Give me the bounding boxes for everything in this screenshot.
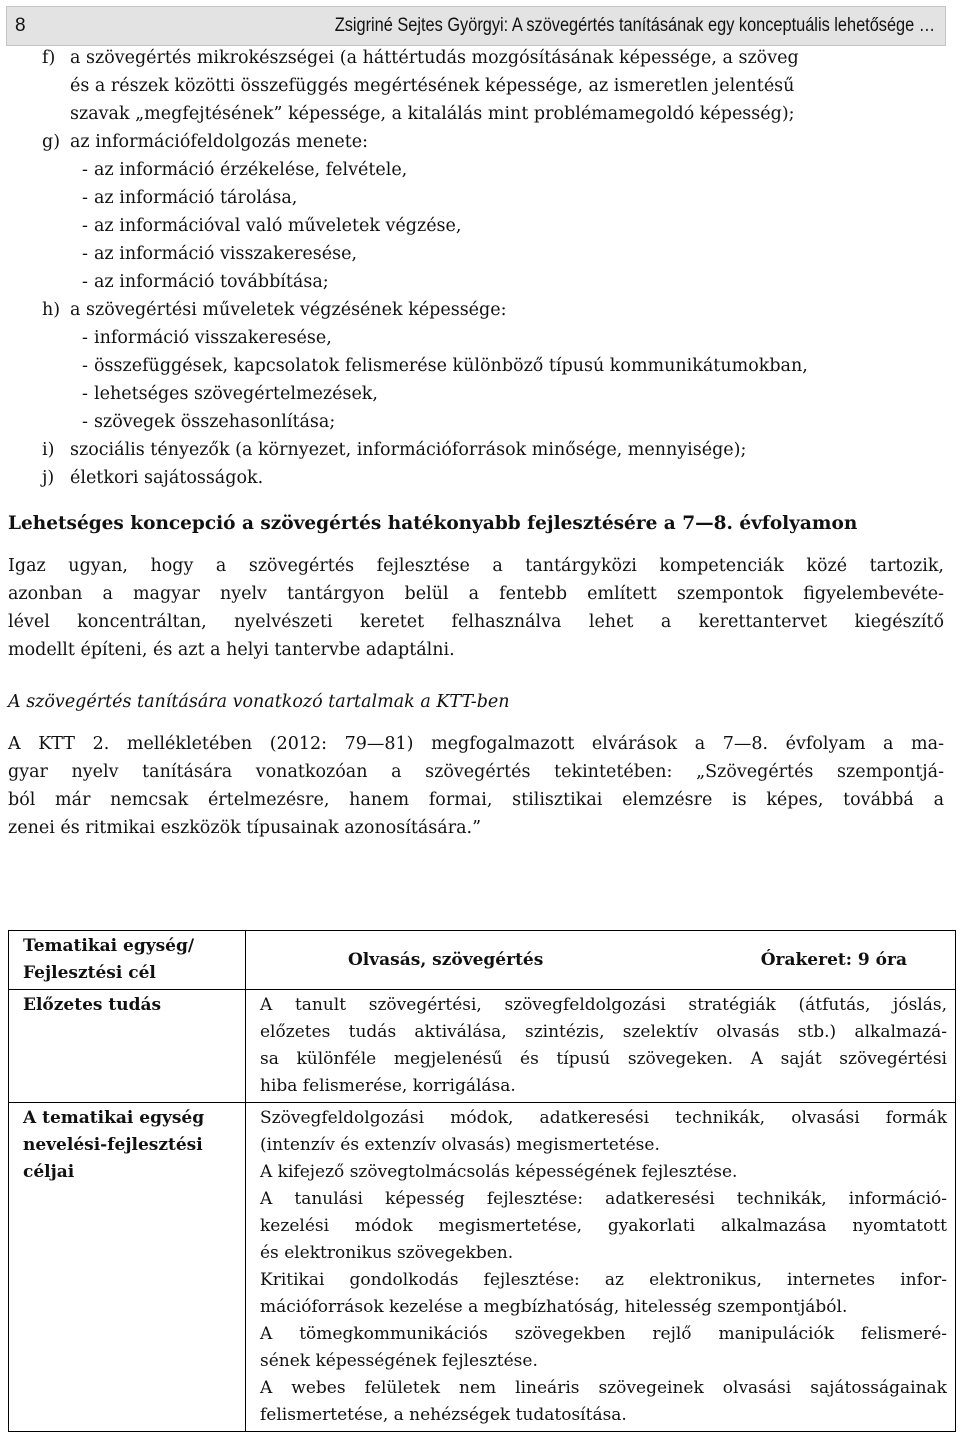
table-cell: A tanult szövegértési, szövegfeldolgozási stratégiák (átfutás, jóslás, előzetes tudás aktiválása, szintézis, szelektív olvasás stb.) alkalmazá- sa különféle megjelenésű és típusú szövegeken. A saját szövegértési hiba felismerése, korrigálása. xyxy=(246,990,956,1103)
table-cell: Szövegfeldolgozási módok, adatkeresési technikák, olvasási formák (intenzív és extenzív olvasás) megismertetése. A kifejező szövegtolmácsolás képességének fejlesztése. A tanulási képesség fejlesztése: adatkeresési technikák, információ- kezelési módok megismertetése, gyakorlati alkalmazása nyomtatott és elektronikus szövegekben. Kritikai gondolkodás fejlesztése: az elektronikus, internetes infor- mációforrások kezelése a megbízhatóság, hitelesség szempontjából. A tömegkommunikációs szövegekben rejlő manipulációk felismeré- sének képességének fejlesztése. A webes felületek nem lineáris szövegeinek olvasási sajátosságainak felismertetése, a nehézségek tudatosítása. xyxy=(246,1103,956,1432)
curriculum-table xyxy=(8,930,956,1432)
section-heading: Lehetséges koncepció a szövegértés hatékonyabb fejlesztésére a 7—8. évfolyamon xyxy=(8,513,858,534)
table-cell-label: A tematikai egység nevelési-fejlesztési céljai xyxy=(9,1103,246,1432)
sub-item: - az információ tárolása, xyxy=(82,188,298,208)
paragraph: Igaz ugyan, hogy a szövegértés fejlesztése a tantárgyközi kompetenciák közé tartozik, azonban a magyar nyelv tantárgyon belül a fentebb említett szempontok figyelembevéte- lével koncentráltan, nyelvészeti keretet felhasználva lehet a kerettantervet kiegészítő modellt építeni, és azt a helyi tantervbe adaptálni. xyxy=(8,556,944,660)
list-marker: h) xyxy=(42,300,61,320)
list-item-j: j) életkori sajátosságok. xyxy=(8,464,944,492)
sub-item: - lehetséges szövegértelmezések, xyxy=(82,384,378,404)
sub-item: - az információval való műveletek végzése, xyxy=(82,216,462,236)
table-cell xyxy=(246,931,956,990)
sub-item: - az információ továbbítása; xyxy=(82,272,329,292)
table-cell-label: Előzetes tudás xyxy=(9,990,246,1103)
list-item-h: h) a szövegértési műveletek végzésének képessége: xyxy=(8,296,944,324)
running-header xyxy=(6,6,946,46)
subheading: A szövegértés tanítására vonatkozó tartalmak a KTT-ben xyxy=(8,692,510,712)
list-item-i: i) szociális tényezők (a környezet, információforrások minősége, mennyisége); xyxy=(8,436,944,464)
topic-name: Olvasás, szövegértés xyxy=(348,949,544,970)
paragraph: A KTT 2. mellékletében (2012: 79—81) megfogalmazott elvárások a 7—8. évfolyam a ma- gyar nyelv tanítására vonatkozóan a szövegértés tekintetében: „Szövegértés szempontjá- ból már nemcsak értelmezésre, hanem formai, stilisztikai elemzésre is képes, továbbá a zenei és ritmikai eszközök típusainak azonosítására.” xyxy=(8,734,944,838)
sub-item: - információ visszakeresése, xyxy=(82,328,332,348)
sub-item: - az információ érzékelése, felvétele, xyxy=(82,160,408,180)
page-number: 8 xyxy=(15,15,26,36)
table-row xyxy=(9,990,956,1103)
list-marker: j) xyxy=(42,468,55,488)
time-frame: Órakeret: 9 óra xyxy=(760,949,907,970)
criteria-list xyxy=(8,44,944,492)
sub-item: - összefüggések, kapcsolatok felismerése különböző típusú kommunikátumokban, xyxy=(82,356,808,376)
list-marker: f) xyxy=(42,48,56,68)
sub-item: - szövegek összehasonlítása; xyxy=(82,412,336,432)
list-marker: g) xyxy=(42,132,61,152)
table-cell-label: Tematikai egység/ Fejlesztési cél xyxy=(9,931,246,990)
table-row xyxy=(9,931,956,990)
page-content xyxy=(8,44,944,842)
running-title: Zsigriné Sejtes Györgyi: A szövegértés tanításának egy konceptuális lehetősége … xyxy=(334,15,935,36)
list-item-g: g) az információfeldolgozás menete: xyxy=(8,128,944,156)
sub-item: - az információ visszakeresése, xyxy=(82,244,358,264)
table-row xyxy=(9,1103,956,1432)
list-item-f: f) a szövegértés mikrokészségei (a háttértudás mozgósításának képessége, a szöveg és a részek közötti összefüggés megértésének képessége, az ismeretlen jelentésű szavak „megfejtésének” képessége, a kitalálás mint problémamegoldó képesség); xyxy=(8,44,944,128)
list-marker: i) xyxy=(42,440,55,460)
